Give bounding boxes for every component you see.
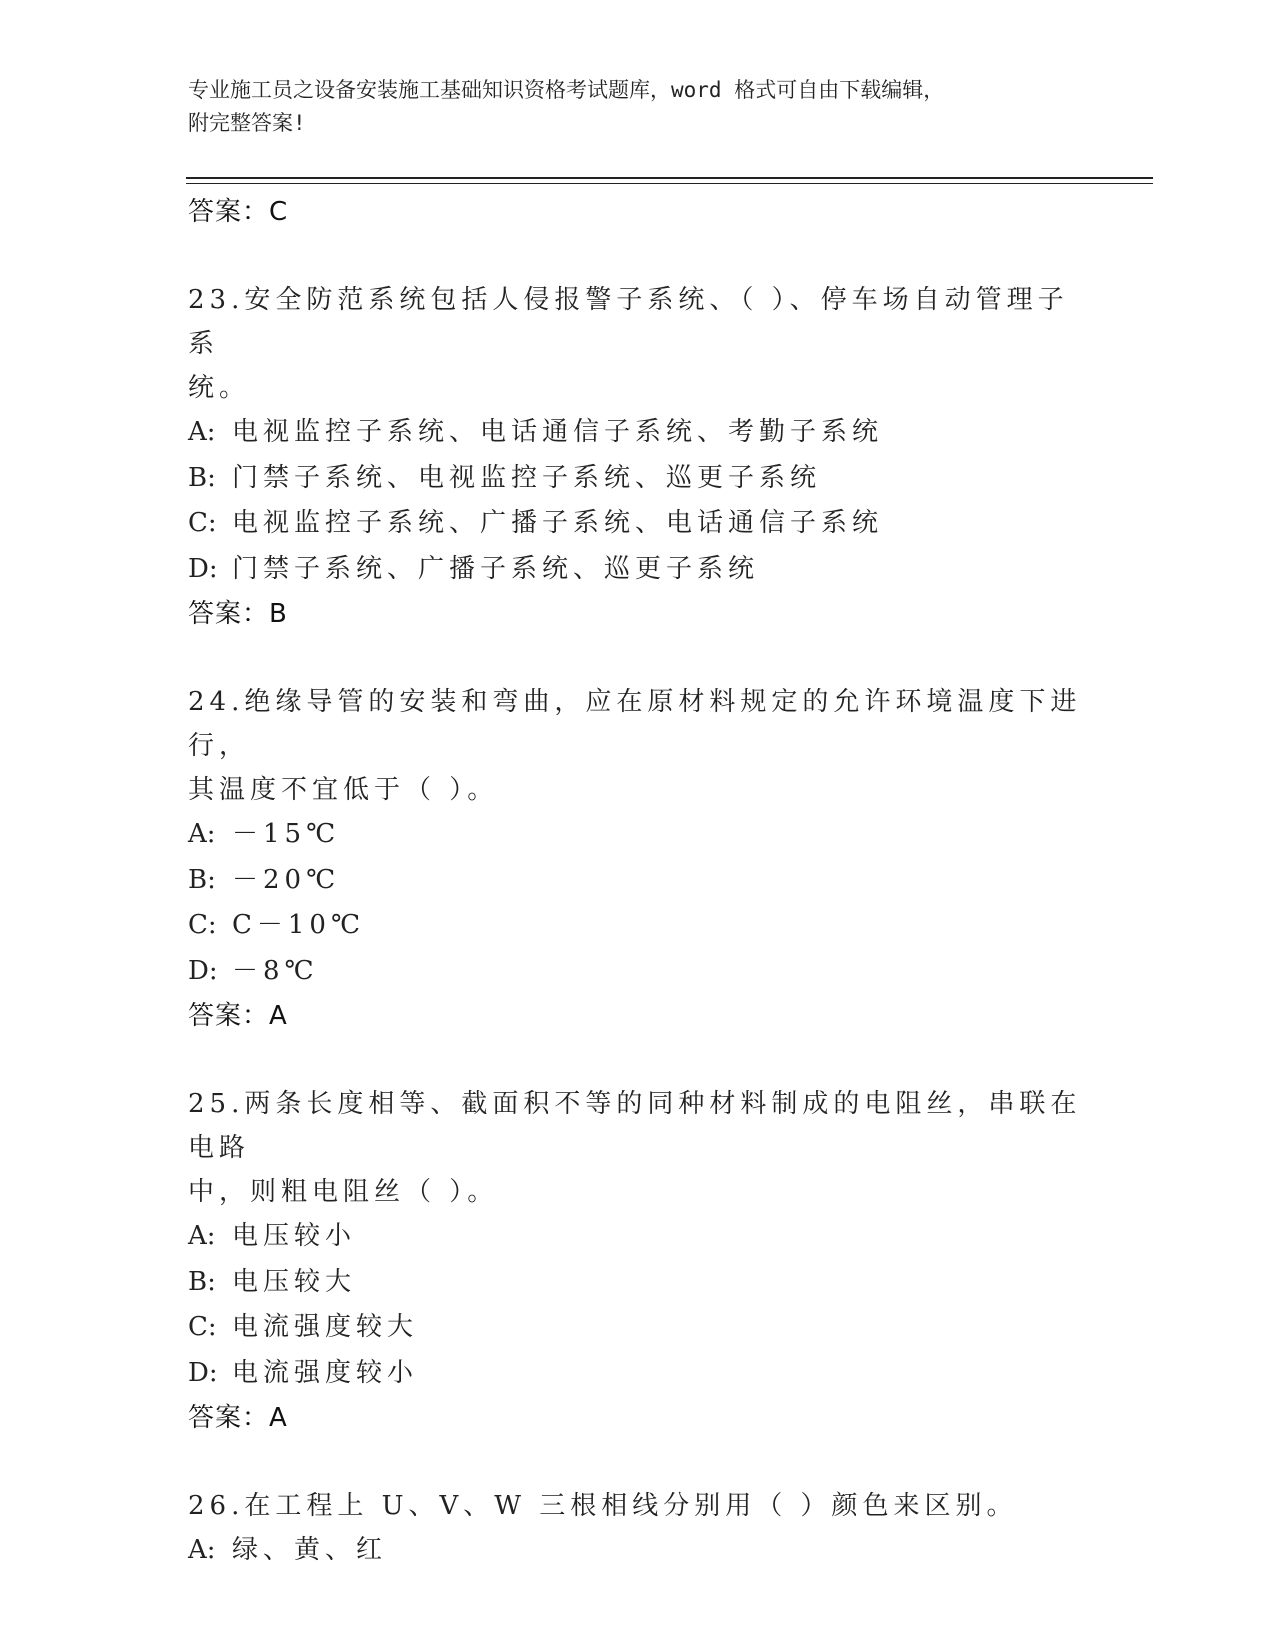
option-key: D:	[188, 553, 218, 584]
option-text: 电视监控子系统、广播子系统、电话通信子系统	[232, 508, 884, 538]
question-24	[188, 680, 1088, 1038]
option-c	[188, 501, 1088, 547]
question-stem: 26.在工程上 U、V、W 三根相线分别用（ ）颜色来区别。	[188, 1491, 1018, 1521]
option-text: 电流强度较小	[232, 1357, 419, 1388]
question-stem: 25.两条长度相等、截面积不等的同种材料制成的电阻丝，串联在电路	[188, 1089, 1082, 1163]
question-25	[188, 1082, 1088, 1440]
option-key: A:	[188, 417, 216, 447]
option-a	[188, 1528, 1088, 1574]
option-key: C:	[188, 1312, 217, 1342]
option-key: D:	[188, 1357, 218, 1388]
header-line-1: 专业施工员之设备安装施工基础知识资格考试题库，word 格式可自由下载编辑，	[188, 78, 945, 102]
option-text: －15℃	[232, 819, 341, 849]
option-key: C:	[188, 910, 217, 940]
option-text: C－10℃	[232, 910, 366, 940]
option-text: 电视监控子系统、电话通信子系统、考勤子系统	[232, 417, 884, 447]
answer-line: 答案：A	[188, 1403, 288, 1433]
option-text: －8℃	[232, 955, 319, 986]
answer-line: 答案：C	[188, 197, 289, 227]
question-stem: 24.绝缘导管的安装和弯曲，应在原材料规定的允许环境温度下进行，	[188, 687, 1082, 761]
question-list	[188, 190, 1088, 1574]
option-d	[188, 1351, 1088, 1397]
question-stem: 23.安全防范系统包括人侵报警子系统、（ ）、停车场自动管理子系	[188, 285, 1069, 359]
question-23	[188, 278, 1088, 636]
option-key: B:	[188, 462, 216, 493]
option-key: A:	[188, 1535, 216, 1565]
question-26	[188, 1484, 1088, 1574]
option-text: 绿、黄、红	[232, 1535, 388, 1565]
option-text: 门禁子系统、广播子系统、巡更子系统	[232, 553, 760, 584]
page-header	[188, 74, 1088, 140]
option-c	[188, 1305, 1088, 1351]
option-key: B:	[188, 1266, 216, 1297]
header-divider-thick	[186, 177, 1153, 179]
option-c	[188, 903, 1088, 949]
answer-line: 答案：A	[188, 1001, 288, 1031]
option-a	[188, 812, 1088, 858]
option-text: 电压较小	[232, 1221, 357, 1251]
option-text: 门禁子系统、电视监控子系统、巡更子系统	[232, 462, 822, 493]
option-b	[188, 1260, 1088, 1306]
question-stem-continued: 统。	[188, 373, 251, 403]
option-text: －20℃	[232, 864, 341, 895]
option-key: A:	[188, 1221, 216, 1251]
option-text: 电压较大	[232, 1266, 357, 1297]
option-d	[188, 547, 1088, 593]
question-stem-continued: 中，则粗电阻丝（ ）。	[188, 1177, 499, 1207]
option-b	[188, 858, 1088, 904]
header-divider-thin	[186, 183, 1153, 184]
option-b	[188, 456, 1088, 502]
option-key: C:	[188, 508, 217, 538]
header-line-2: 附完整答案!	[188, 111, 306, 135]
option-key: D:	[188, 955, 218, 986]
option-d	[188, 949, 1088, 995]
option-text: 电流强度较大	[232, 1312, 419, 1342]
option-a	[188, 410, 1088, 456]
question-stem-continued: 其温度不宜低于（ ）。	[188, 775, 499, 805]
answer-line: 答案：B	[188, 599, 288, 629]
option-key: A:	[188, 819, 216, 849]
option-key: B:	[188, 864, 216, 895]
option-a	[188, 1214, 1088, 1260]
